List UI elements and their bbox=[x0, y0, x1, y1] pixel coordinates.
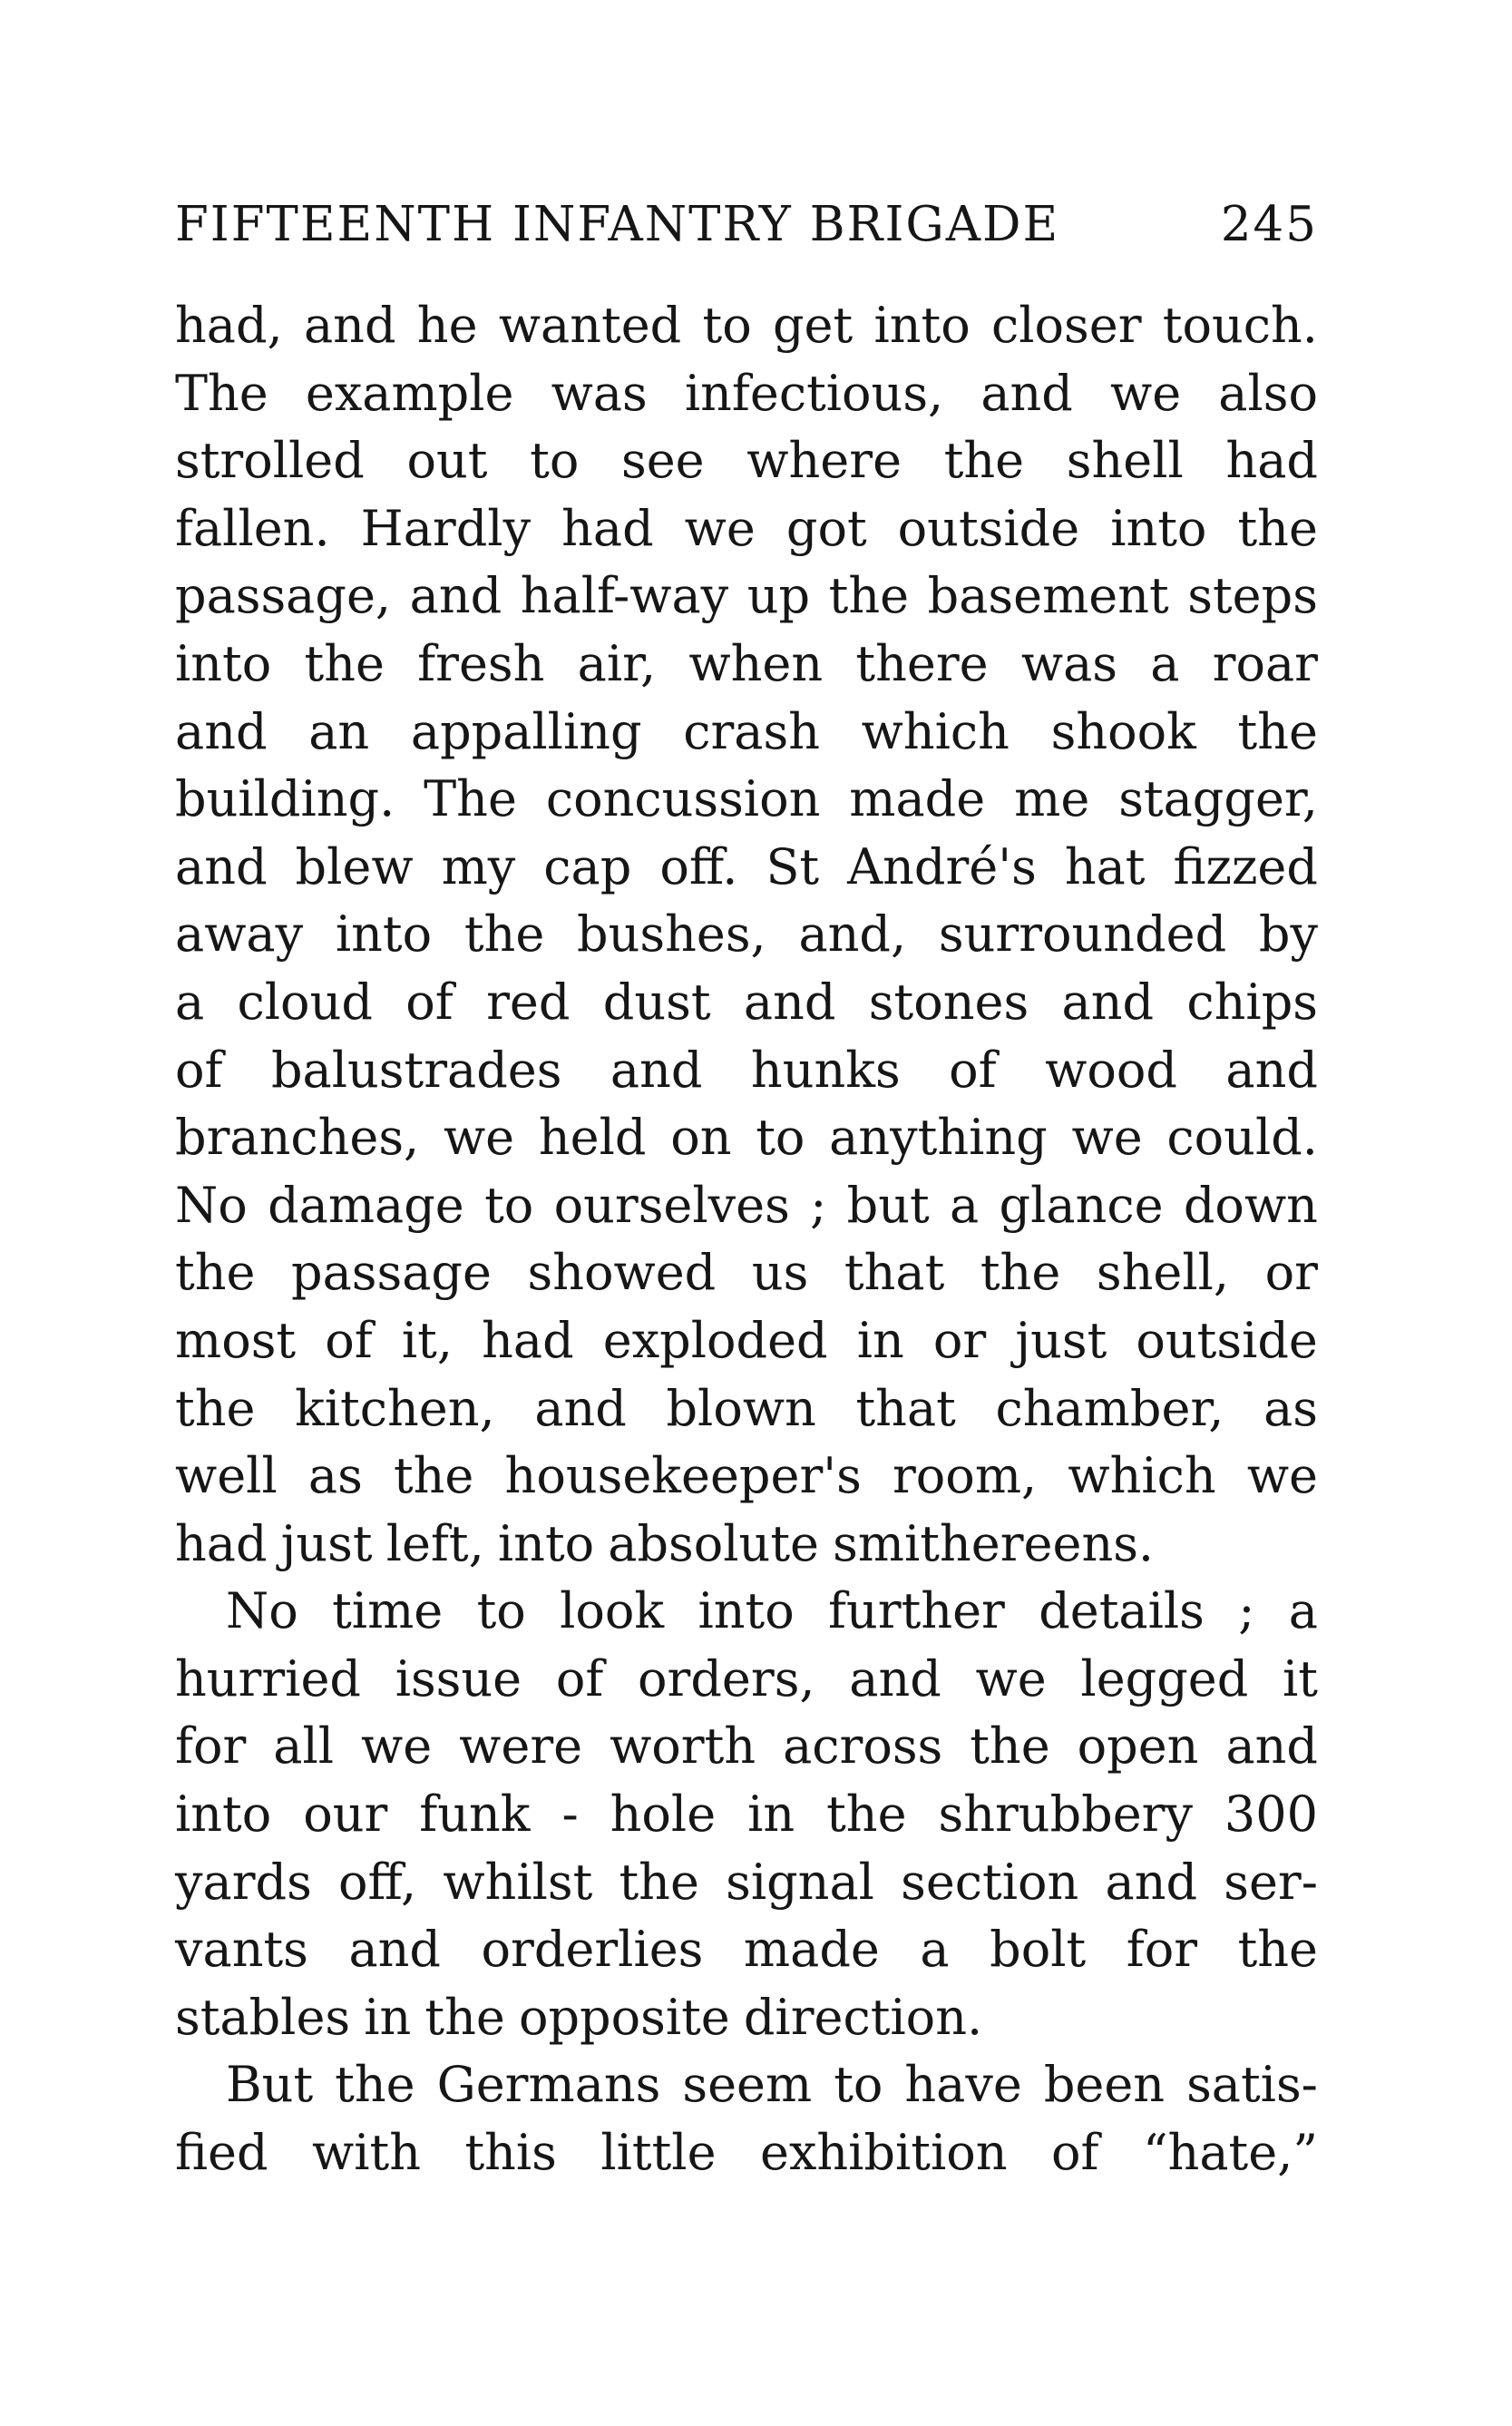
word: of bbox=[175, 1041, 223, 1099]
word: of bbox=[949, 1041, 997, 1099]
word: we bbox=[361, 1717, 433, 1775]
word: open bbox=[1077, 1717, 1199, 1775]
word: stones bbox=[868, 973, 1029, 1031]
word: closer bbox=[991, 297, 1142, 354]
word: into bbox=[873, 297, 971, 354]
word: The bbox=[424, 770, 517, 828]
text-line bbox=[175, 1037, 1318, 1105]
text-line bbox=[175, 1781, 1318, 1849]
word: was bbox=[1020, 634, 1117, 692]
word: and bbox=[1061, 973, 1155, 1031]
text-line bbox=[175, 427, 1318, 495]
word: exploded bbox=[602, 1311, 828, 1369]
word: in bbox=[747, 1785, 795, 1844]
text-line bbox=[175, 699, 1318, 767]
word: the bbox=[463, 905, 545, 964]
word: this bbox=[464, 2124, 557, 2182]
word: strolled bbox=[175, 432, 365, 490]
word: “hate,” bbox=[1142, 2124, 1318, 2182]
word: orders, bbox=[638, 1649, 815, 1707]
word: we bbox=[1246, 1447, 1318, 1505]
word: off, bbox=[338, 1853, 417, 1911]
word: of bbox=[405, 973, 454, 1031]
word: and bbox=[303, 297, 396, 354]
text-line bbox=[175, 1104, 1318, 1172]
text-line bbox=[175, 2119, 1318, 2187]
word: when bbox=[688, 634, 824, 692]
word: well bbox=[175, 1447, 278, 1505]
word: basement bbox=[927, 567, 1169, 625]
word: just bbox=[1015, 1311, 1107, 1369]
word: half-way bbox=[520, 567, 729, 625]
word: it, bbox=[401, 1311, 453, 1369]
word: shook bbox=[1050, 702, 1196, 760]
word: or bbox=[1264, 1244, 1318, 1302]
word: steps bbox=[1187, 567, 1318, 625]
word: that bbox=[844, 1244, 945, 1302]
word: fresh bbox=[417, 634, 545, 692]
text-line bbox=[175, 1646, 1318, 1714]
word: or bbox=[932, 1311, 987, 1369]
word: there bbox=[855, 634, 989, 692]
word: off. bbox=[659, 837, 738, 895]
word: with bbox=[312, 2124, 421, 2182]
word: ourselves bbox=[553, 1176, 790, 1234]
text-line bbox=[175, 360, 1318, 428]
word: to bbox=[484, 1176, 534, 1234]
word: my bbox=[441, 837, 516, 895]
word: an bbox=[308, 702, 370, 760]
word: were bbox=[459, 1717, 583, 1775]
text-line bbox=[175, 292, 1318, 360]
text-line bbox=[175, 834, 1318, 902]
word: to bbox=[530, 432, 580, 490]
word: had, bbox=[175, 297, 283, 354]
word: the bbox=[424, 1988, 505, 2046]
word: building. bbox=[175, 770, 395, 828]
word: where bbox=[746, 432, 902, 490]
word: anything bbox=[829, 1109, 1048, 1167]
word: ; bbox=[1238, 1582, 1255, 1640]
word: hole bbox=[610, 1785, 717, 1844]
word: issue bbox=[395, 1649, 522, 1707]
word: for bbox=[175, 1717, 247, 1775]
word: which bbox=[1068, 1447, 1216, 1505]
word: the bbox=[304, 634, 385, 692]
word: and bbox=[1225, 1717, 1318, 1775]
word: No bbox=[226, 1582, 298, 1640]
word: signal bbox=[726, 1853, 874, 1911]
word: chamber, bbox=[995, 1379, 1224, 1437]
word: details bbox=[1039, 1582, 1205, 1640]
word: had bbox=[482, 1311, 574, 1369]
word: fallen. bbox=[175, 499, 330, 557]
word: No bbox=[175, 1176, 248, 1234]
text-line bbox=[175, 1172, 1318, 1240]
text-line bbox=[175, 1984, 1318, 2052]
word: was bbox=[551, 364, 648, 422]
word: dust bbox=[602, 973, 711, 1031]
text-line bbox=[175, 1916, 1318, 1984]
word: shrubbery bbox=[938, 1785, 1193, 1844]
word: hurried bbox=[175, 1649, 361, 1707]
word: down bbox=[1183, 1176, 1318, 1234]
word: in bbox=[856, 1311, 904, 1369]
word: opposite bbox=[518, 1988, 730, 2046]
word: direction. bbox=[743, 1988, 983, 2046]
text-line bbox=[175, 1239, 1318, 1307]
word: and bbox=[1225, 1041, 1318, 1099]
word: cloud bbox=[237, 973, 373, 1031]
word: yards bbox=[175, 1853, 312, 1911]
word: appalling bbox=[410, 702, 642, 760]
word: could. bbox=[1166, 1109, 1318, 1167]
word: the bbox=[970, 1717, 1050, 1775]
word: fizzed bbox=[1173, 837, 1318, 895]
word: into bbox=[1110, 499, 1207, 557]
word: the bbox=[335, 2056, 415, 2114]
word: housekeeper's bbox=[504, 1447, 862, 1505]
word: had bbox=[175, 1514, 268, 1572]
word: of bbox=[555, 1649, 604, 1707]
word: a bbox=[920, 1921, 950, 1979]
word: our bbox=[303, 1785, 388, 1844]
word: in bbox=[364, 1988, 412, 2046]
text-line bbox=[175, 1307, 1318, 1375]
word: for bbox=[1126, 1921, 1198, 1979]
word: 300 bbox=[1224, 1785, 1318, 1844]
word: had bbox=[1225, 432, 1318, 490]
text-line bbox=[175, 562, 1318, 631]
word: been bbox=[1043, 2056, 1166, 2114]
word: the bbox=[828, 567, 910, 625]
word: to bbox=[834, 2056, 883, 2114]
text-line bbox=[175, 1578, 1318, 1646]
word: crash bbox=[683, 702, 820, 760]
word: of bbox=[325, 1311, 373, 1369]
word: little bbox=[600, 2124, 717, 2182]
word: to bbox=[702, 297, 752, 354]
word: into bbox=[335, 905, 433, 964]
text-line bbox=[175, 1375, 1318, 1443]
word: also bbox=[1218, 364, 1318, 422]
word: which bbox=[861, 702, 1010, 760]
word: section bbox=[901, 1853, 1079, 1911]
word: The bbox=[175, 364, 268, 422]
running-title: FIFTEENTH INFANTRY BRIGADE bbox=[175, 197, 1060, 252]
text-line bbox=[175, 495, 1318, 563]
word: into bbox=[175, 1785, 272, 1844]
word: and bbox=[175, 837, 268, 895]
word: vants bbox=[175, 1921, 308, 1979]
text-line bbox=[175, 1849, 1318, 1917]
word: air, bbox=[577, 634, 657, 692]
word: showed bbox=[527, 1244, 717, 1302]
word: we bbox=[1071, 1109, 1143, 1167]
text-line bbox=[175, 2051, 1318, 2119]
text-line bbox=[175, 969, 1318, 1037]
word: and bbox=[348, 1921, 441, 1979]
word: and bbox=[849, 1649, 941, 1707]
word: smithereens. bbox=[833, 1514, 1155, 1572]
word: and bbox=[1105, 1853, 1198, 1911]
word: the bbox=[1237, 702, 1318, 760]
word: St bbox=[766, 837, 820, 895]
word: legged bbox=[1080, 1649, 1249, 1707]
word: we bbox=[684, 499, 756, 557]
word: surrounded bbox=[938, 905, 1227, 964]
word: made bbox=[743, 1921, 880, 1979]
word: concussion bbox=[545, 770, 821, 828]
word: by bbox=[1258, 905, 1318, 964]
word: the bbox=[826, 1785, 907, 1844]
word: orderlies bbox=[481, 1921, 704, 1979]
word: chips bbox=[1186, 973, 1318, 1031]
word: into bbox=[697, 1582, 795, 1640]
word: get bbox=[772, 297, 854, 354]
word: and, bbox=[798, 905, 907, 964]
word: exhibition bbox=[759, 2124, 1008, 2182]
word: as bbox=[307, 1447, 363, 1505]
word: kitchen, bbox=[295, 1379, 495, 1437]
page-number: 245 bbox=[1220, 197, 1318, 252]
text-line bbox=[175, 1713, 1318, 1781]
word: ; bbox=[810, 1176, 827, 1234]
word: got bbox=[785, 499, 867, 557]
word: it bbox=[1283, 1649, 1318, 1707]
word: a bbox=[175, 973, 205, 1031]
word: the bbox=[393, 1447, 474, 1505]
word: satis- bbox=[1186, 2056, 1318, 2114]
word: the bbox=[980, 1244, 1061, 1302]
word: passage bbox=[291, 1244, 492, 1302]
word: example bbox=[305, 364, 514, 422]
word: left, bbox=[385, 1514, 484, 1572]
word: André's bbox=[847, 837, 1037, 895]
word: on bbox=[670, 1109, 732, 1167]
word: had bbox=[561, 499, 654, 557]
word: Hardly bbox=[360, 499, 532, 557]
word: just bbox=[280, 1514, 373, 1572]
word: absolute bbox=[608, 1514, 819, 1572]
word: away bbox=[175, 905, 304, 964]
word: bushes, bbox=[577, 905, 766, 964]
word: into bbox=[497, 1514, 595, 1572]
word: and bbox=[534, 1379, 627, 1437]
word: the bbox=[175, 1379, 256, 1437]
word: the bbox=[943, 432, 1025, 490]
word: stagger, bbox=[1118, 770, 1318, 828]
word: the bbox=[619, 1853, 699, 1911]
word: and bbox=[610, 1041, 703, 1099]
word: room, bbox=[892, 1447, 1038, 1505]
word: Germans bbox=[436, 2056, 661, 2114]
word: balustrades bbox=[270, 1041, 562, 1099]
word: across bbox=[783, 1717, 943, 1775]
word: out bbox=[406, 432, 488, 490]
word: to bbox=[756, 1109, 805, 1167]
word: fied bbox=[175, 2124, 268, 2182]
word: shell bbox=[1066, 432, 1184, 490]
word: touch. bbox=[1162, 297, 1318, 354]
word: all bbox=[273, 1717, 335, 1775]
word: and bbox=[980, 364, 1073, 422]
word: But bbox=[226, 2056, 314, 2114]
word: worth bbox=[610, 1717, 756, 1775]
word: that bbox=[855, 1379, 956, 1437]
word: a bbox=[950, 1176, 980, 1234]
word: branches, bbox=[175, 1109, 420, 1167]
word: us bbox=[751, 1244, 809, 1302]
word: the bbox=[1237, 1921, 1318, 1979]
word: a bbox=[1288, 1582, 1318, 1640]
word: wood bbox=[1045, 1041, 1177, 1099]
word: blown bbox=[666, 1379, 816, 1437]
word: and bbox=[743, 973, 836, 1031]
running-head bbox=[175, 193, 1318, 257]
word: glance bbox=[999, 1176, 1164, 1234]
word: passage, bbox=[175, 567, 392, 625]
text-line bbox=[175, 901, 1318, 969]
word: roar bbox=[1212, 634, 1318, 692]
word: most bbox=[175, 1311, 297, 1369]
word: wanted bbox=[498, 297, 682, 354]
text-line bbox=[175, 1511, 1318, 1579]
word: ser- bbox=[1224, 1853, 1318, 1911]
word: made bbox=[849, 770, 986, 828]
word: he bbox=[416, 297, 478, 354]
word: the bbox=[175, 1244, 256, 1302]
word: we bbox=[443, 1109, 515, 1167]
word: but bbox=[846, 1176, 930, 1234]
word: and bbox=[409, 567, 502, 625]
word: stables bbox=[175, 1988, 351, 2046]
text-line bbox=[175, 631, 1318, 699]
word: red bbox=[486, 973, 571, 1031]
text-line bbox=[175, 766, 1318, 834]
word: me bbox=[1014, 770, 1090, 828]
word: a bbox=[1150, 634, 1180, 692]
word: blew bbox=[295, 837, 414, 895]
word: into bbox=[175, 634, 272, 692]
word: we bbox=[1109, 364, 1182, 422]
word: hunks bbox=[750, 1041, 901, 1099]
word: bolt bbox=[990, 1921, 1087, 1979]
text-line bbox=[175, 1443, 1318, 1511]
word: outside bbox=[1136, 1311, 1318, 1369]
word: we bbox=[975, 1649, 1047, 1707]
word: see bbox=[621, 432, 705, 490]
word: further bbox=[828, 1582, 1005, 1640]
word: held bbox=[538, 1109, 647, 1167]
word: damage bbox=[268, 1176, 464, 1234]
word: whilst bbox=[443, 1853, 593, 1911]
word: funk bbox=[419, 1785, 531, 1844]
word: look bbox=[560, 1582, 665, 1640]
word: - bbox=[561, 1785, 579, 1844]
word: up bbox=[746, 567, 811, 625]
body-text bbox=[175, 292, 1318, 2187]
word: hat bbox=[1064, 837, 1146, 895]
word: outside bbox=[897, 499, 1080, 557]
word: shell, bbox=[1096, 1244, 1230, 1302]
word: the bbox=[1237, 499, 1318, 557]
word: time bbox=[332, 1582, 444, 1640]
word: and bbox=[175, 702, 268, 760]
word: seem bbox=[682, 2056, 813, 2114]
word: to bbox=[476, 1582, 526, 1640]
word: of bbox=[1051, 2124, 1099, 2182]
word: as bbox=[1263, 1379, 1318, 1437]
word: cap bbox=[543, 837, 632, 895]
word: infectious, bbox=[684, 364, 944, 422]
word: have bbox=[904, 2056, 1022, 2114]
